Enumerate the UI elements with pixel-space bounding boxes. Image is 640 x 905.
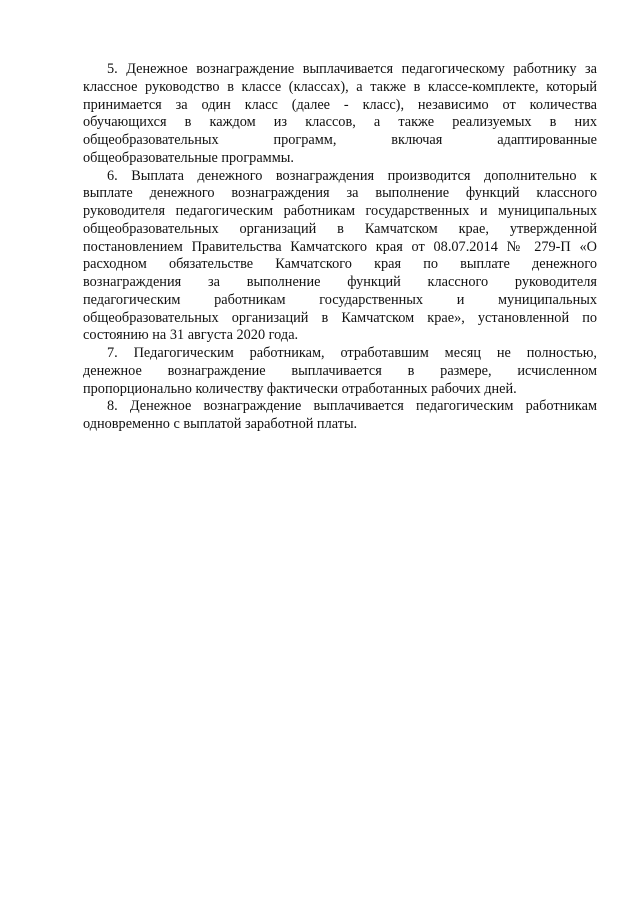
text-line: постановлением Правительства Камчатского края от 08.07.2014 № 279-П «О xyxy=(83,238,597,255)
paragraph-5 xyxy=(83,61,597,168)
text-line: денежное вознаграждение выплачивается в размере, исчисленном xyxy=(83,362,597,379)
text-line: руководителя педагогическим работникам государственных и муниципальных xyxy=(83,203,597,219)
text-line: общеобразовательных организаций в Камчатском крае, утвержденной xyxy=(83,220,597,237)
text-line: одновременно с выплатой заработной платы. xyxy=(83,416,358,432)
text-line: общеобразовательные программы. xyxy=(83,149,294,166)
paragraph-6 xyxy=(83,168,597,346)
text-line: состоянию на 31 августа 2020 года. xyxy=(83,327,299,344)
paragraph-7 xyxy=(83,345,597,398)
text-line: выплате денежного вознаграждения за выполнение функций классного xyxy=(83,185,597,202)
text-line: общеобразовательных организаций в Камчатском крае», установленной по xyxy=(83,309,597,326)
text-line: вознаграждения за выполнение функций классного руководителя xyxy=(83,274,597,290)
text-line: принимается за один класс (далее - класс), независимо от количества xyxy=(83,96,597,113)
text-line: пропорционально количеству фактически отработанных рабочих дней. xyxy=(83,380,517,397)
text-line: обучающихся в каждом из классов, а также реализуемых в них xyxy=(83,114,597,131)
text-line: 6. Выплата денежного вознаграждения производится дополнительно к xyxy=(107,167,597,184)
text-line: 5. Денежное вознаграждение выплачивается педагогическому работнику за xyxy=(107,61,597,77)
text-line: общеобразовательных программ, включая адаптированные xyxy=(83,132,597,148)
text-line: 7. Педагогическим работникам, отработавшим месяц не полностью, xyxy=(107,345,597,361)
text-line: 8. Денежное вознаграждение выплачивается педагогическим работникам xyxy=(107,398,597,415)
text-line: педагогическим работникам государственных и муниципальных xyxy=(83,291,597,308)
paragraph-8 xyxy=(83,398,597,434)
text-line: расходном обязательстве Камчатского края по выплате денежного xyxy=(83,256,597,273)
text-line: классное руководство в классе (классах), а также в классе-комплекте, который xyxy=(83,78,597,95)
document-page xyxy=(83,61,597,434)
